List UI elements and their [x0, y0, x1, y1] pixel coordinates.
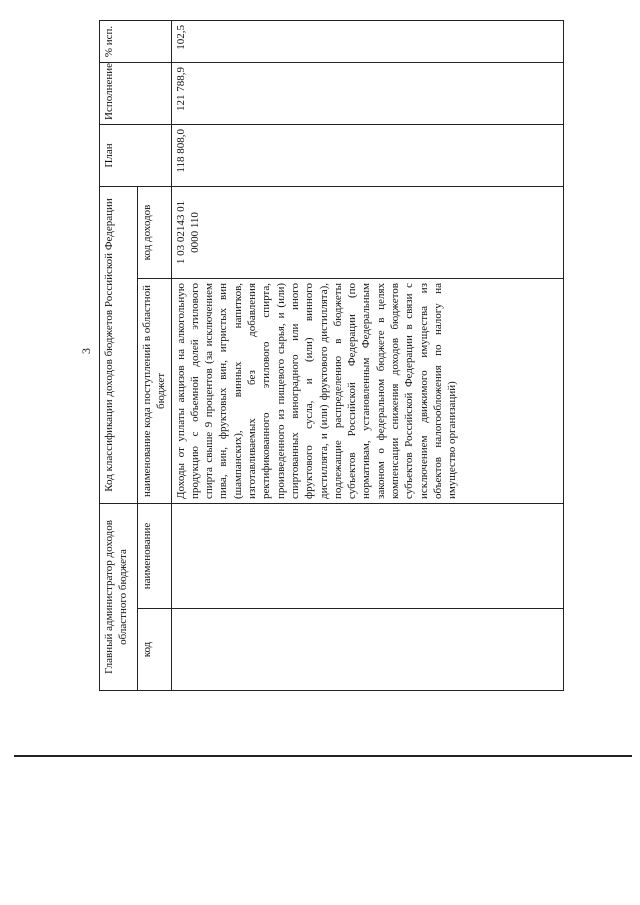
- cell-percent: 102,5: [171, 20, 563, 62]
- revenue-table: [99, 20, 564, 691]
- table-row: [171, 20, 563, 690]
- page-number: 3: [79, 348, 93, 354]
- cell-income-name: Доходы от уплаты акцизов на алкогольную продукцию с объемной долей этилового спирта свыше 9 процентов (за исключением пива, вин, фруктовых вин, игристых вин (шампанских), винных напитков, изготавливаемых без добавления ректификованного этилового спирта, произведенного из пищевого сырья, и (или) спиртованных виноградного или иного фруктового сусла, и (или) винного дистиллята, и (или) фруктового дистиллята), подлежащие распределению в бюджеты субъектов Российской Федерации (по нормативам, установленным Федеральным законом о федеральном бюджете в целях компенсации снижения доходов бюджетов субъектов Российской Федерации в связи с исключением движимого имущества из объектов налогообложения по налогу на имущество организаций): [171, 278, 563, 503]
- cell-admin-code: [171, 609, 563, 691]
- cell-execution: 121 788,9: [171, 62, 563, 124]
- header-execution: Исполнение: [100, 62, 172, 124]
- header-percent: % исп.: [100, 20, 172, 62]
- header-admin-code: код: [138, 609, 172, 691]
- cell-income-code: 1 03 02143 01 0000 110: [171, 186, 563, 278]
- rotated-table-wrapper: [99, 21, 564, 691]
- header-income-name: наименование кода поступлений в областной бюджет: [138, 278, 172, 503]
- cell-admin-name: [171, 503, 563, 608]
- header-admin-name: наименование: [138, 503, 172, 608]
- header-income-code: код доходов: [138, 186, 172, 278]
- header-classification-group: Код классификации доходов бюджетов Российской Федерации: [100, 186, 138, 503]
- header-plan: План: [100, 124, 172, 186]
- cell-plan: 118 808,0: [171, 124, 563, 186]
- horizontal-divider: [14, 755, 632, 757]
- header-admin-group: Главный администратор доходов областного бюджета: [100, 503, 138, 690]
